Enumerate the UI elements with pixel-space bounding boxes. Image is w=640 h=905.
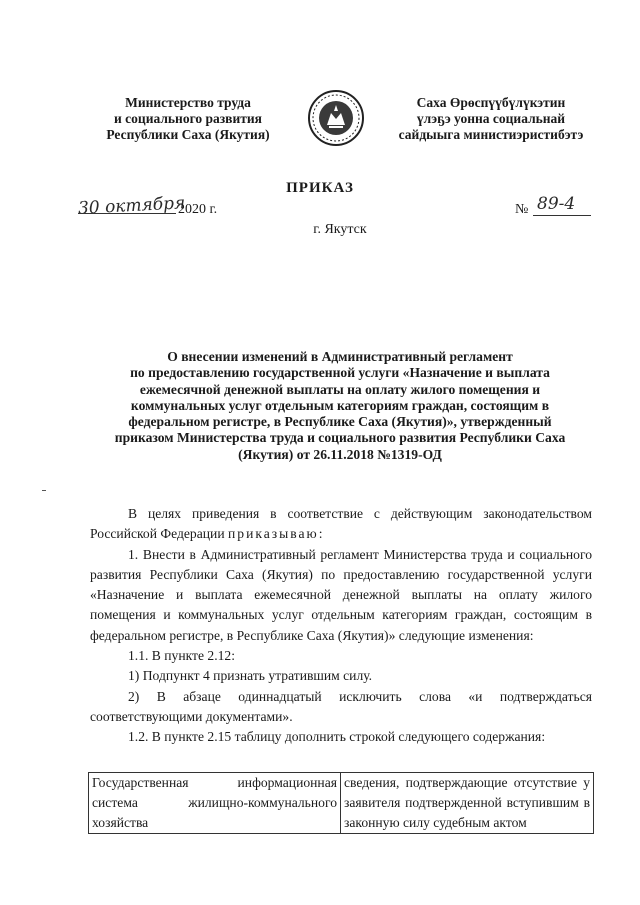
handwritten-date: 30 октября bbox=[77, 193, 186, 219]
table-cell-source: Государственная информационная система жилищно-коммунального хозяйства bbox=[89, 773, 341, 834]
item-1-1-paragraph: 1.1. В пункте 2.12: bbox=[128, 648, 235, 664]
handwritten-order-number: 89-4 bbox=[537, 194, 576, 214]
number-underline bbox=[533, 215, 591, 216]
item-1-2-paragraph: 1.2. В пункте 2.15 таблицу дополнить строкой следующего содержания: bbox=[128, 729, 546, 745]
date-underline bbox=[78, 213, 176, 214]
margin-mark bbox=[42, 490, 46, 491]
amendment-table bbox=[88, 772, 594, 834]
subitem-2-paragraph: 2) В абзаце одиннадцатый исключить слова «и подтверждаться соответствующими документами». bbox=[90, 688, 592, 724]
order-keyword: приказываю bbox=[228, 526, 319, 542]
subitem-1-paragraph: 1) Подпункт 4 признать утратившим силу. bbox=[128, 668, 373, 684]
table-cell-info: сведения, подтверждающие отсутствие у заявителя подтвержденной вступившим в законную силу судебным актом bbox=[341, 773, 594, 834]
sakha-coat-of-arms-icon bbox=[307, 89, 365, 147]
order-heading: О внесении изменений в Административный регламент по предоставлению государственной услуги «Назначение и выплата ежемесячной денежной выплаты на оплату жилого помещения и коммунальных услуг отдельным категориям граждан, состоящим в федеральном регистре, в Республике Саха (Якутия)», утвержденный приказом Министерства труда и социального развития Республики Саха (Якутия) от 26.11.2018 №1319-ОД bbox=[114, 349, 566, 462]
document-title: ПРИКАЗ bbox=[286, 180, 354, 196]
date-year: 2020 г. bbox=[178, 202, 218, 217]
ministry-name-yakut: Саха Өрөспүүбүлүкэтин үлэҕэ уонна социальнай сайдыыга министиэристибэтэ bbox=[398, 95, 584, 142]
preamble-paragraph: В целях приведения в соответствие с действующим законодательством Российской Федерации приказываю: bbox=[90, 506, 592, 542]
order-number-label: № bbox=[515, 202, 529, 217]
ministry-name-russian: Министерство труда и социального развития Республики Саха (Якутия) bbox=[106, 95, 270, 142]
city: г. Якутск bbox=[313, 222, 367, 237]
table-row bbox=[89, 773, 594, 834]
order-body bbox=[90, 504, 592, 748]
item-1-paragraph: 1. Внести в Административный регламент Министерства труда и социального развития Республики Саха (Якутия) по предоставлению государственной услуги «Назначение и выплата ежемесячной денежной выплаты на оплату жилого помещения и коммунальных услуг отдельным категориям граждан, состоящим в федеральном регистре, в Республике Саха (Якутия)» следующие изменения: bbox=[90, 546, 592, 643]
